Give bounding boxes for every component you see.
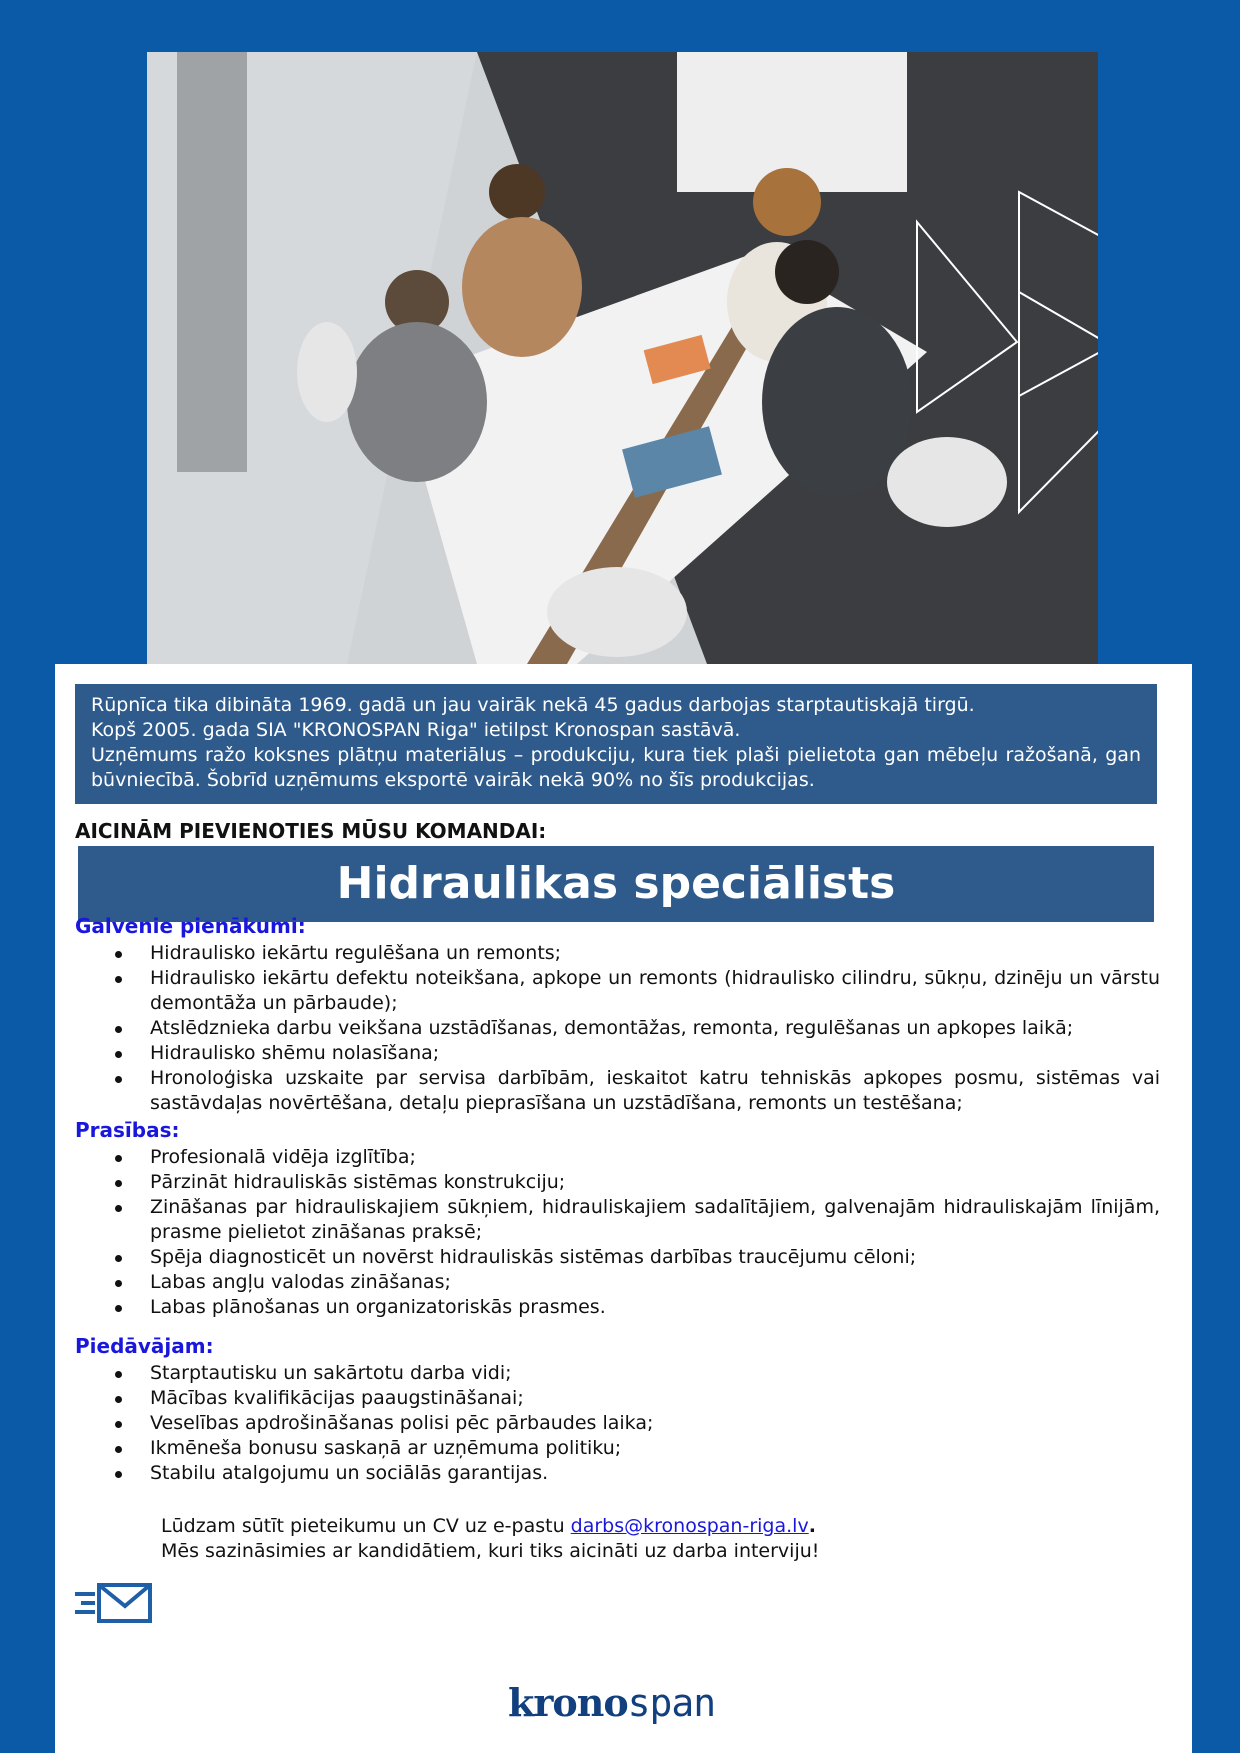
contact-prefix: Lūdzam sūtīt pieteikumu un CV uz e-pastu <box>161 1515 571 1537</box>
contact-info <box>161 1514 819 1564</box>
offer-list <box>150 1361 1160 1486</box>
duty-item: Hronoloģiska uzskaite par servisa darbībām, ieskaitot katru tehniskās apkopes posmu, sistēmas vai sastāvdaļas novērtēšana, detaļu pieprasīšana un uzstādīšana, remonts un testēšana; <box>150 1067 1160 1114</box>
offer-item: Veselības apdrošināšanas polisi pēc pārbaudes laika; <box>150 1411 1160 1436</box>
requirements-list <box>150 1145 1160 1320</box>
requirement-item: Pārzināt hidrauliskās sistēmas konstrukciju; <box>150 1170 1160 1195</box>
contact-line-2: Mēs sazināsimies ar kandidātiem, kuri tiks aicināti uz darba interviju! <box>161 1540 820 1562</box>
offer-item: Stabilu atalgojumu un sociālās garantijas. <box>150 1461 1160 1486</box>
offer-heading: Piedāvājam: <box>75 1334 214 1358</box>
intro-line-1: Rūpnīca tika dibināta 1969. gadā un jau vairāk nekā 45 gadus darbojas starptautiskajā tirgū. <box>91 694 975 716</box>
duty-item: Atslēdznieka darbu veikšana uzstādīšanas, demontāžas, remonta, regulēšanas un apkopes laikā; <box>150 1016 1160 1041</box>
requirement-item: Spēja diagnosticēt un novērst hidrauliskās sistēmas darbības traucējumu cēloni; <box>150 1245 1160 1270</box>
duties-list <box>150 941 1160 1116</box>
requirement-item: Labas plānošanas un organizatoriskās prasmes. <box>150 1295 1160 1320</box>
envelope-icon <box>75 1582 153 1628</box>
job-ad-sheet <box>55 664 1192 1753</box>
offer-item: Mācības kvalifikācijas paaugstināšanai; <box>150 1386 1160 1411</box>
duty-item: Hidraulisko shēmu nolasīšana; <box>150 1041 1160 1066</box>
office-meeting-photo <box>147 52 1098 664</box>
offer-item: Starptautisku un sakārtotu darba vidi; <box>150 1361 1160 1386</box>
job-title-banner: Hidraulikas speciālists <box>78 846 1154 922</box>
intro-line-3: Uzņēmums ražo koksnes plātņu materiālus – produkciju, kura tiek plaši pielietota gan mēbeļu ražošanā, gan būvniecībā. Šobrīd uzņēmums eksportē vairāk nekā 90% no šīs produkcijas. <box>91 744 1141 791</box>
duty-item: Hidraulisko iekārtu regulēšana un remonts; <box>150 941 1160 966</box>
requirements-heading: Prasības: <box>75 1118 180 1142</box>
invite-heading: AICINĀM PIEVIENOTIES MŪSU KOMANDAI: <box>75 819 547 843</box>
duty-item: Hidraulisko iekārtu defektu noteikšana, apkope un remonts (hidraulisko cilindru, sūkņu, dzinēju un vārstu demontāža un pārbaude); <box>150 967 1160 1014</box>
requirement-item: Profesionalā vidēja izglītība; <box>150 1145 1160 1170</box>
intro-line-2: Kopš 2005. gada SIA "KRONOSPAN Riga" ietilpst Kronospan sastāvā. <box>91 719 741 741</box>
offer-item: Ikmēneša bonusu saskaņā ar uzņēmuma politiku; <box>150 1436 1160 1461</box>
kronospan-logo: kronospan <box>508 1680 716 1725</box>
duties-heading: Galvenie pienākumi: <box>75 914 306 938</box>
company-intro <box>75 684 1157 804</box>
requirement-item: Zināšanas par hidrauliskajiem sūkņiem, hidrauliskajiem sadalītājiem, galvenajām hidrauliskajām līnijām, prasme pielietot zināšanas praksē; <box>150 1196 1160 1243</box>
email-link[interactable]: darbs@kronospan-riga.lv <box>570 1515 809 1537</box>
requirement-item: Labas angļu valodas zināšanas; <box>150 1270 1160 1295</box>
contact-suffix: . <box>808 1515 816 1537</box>
